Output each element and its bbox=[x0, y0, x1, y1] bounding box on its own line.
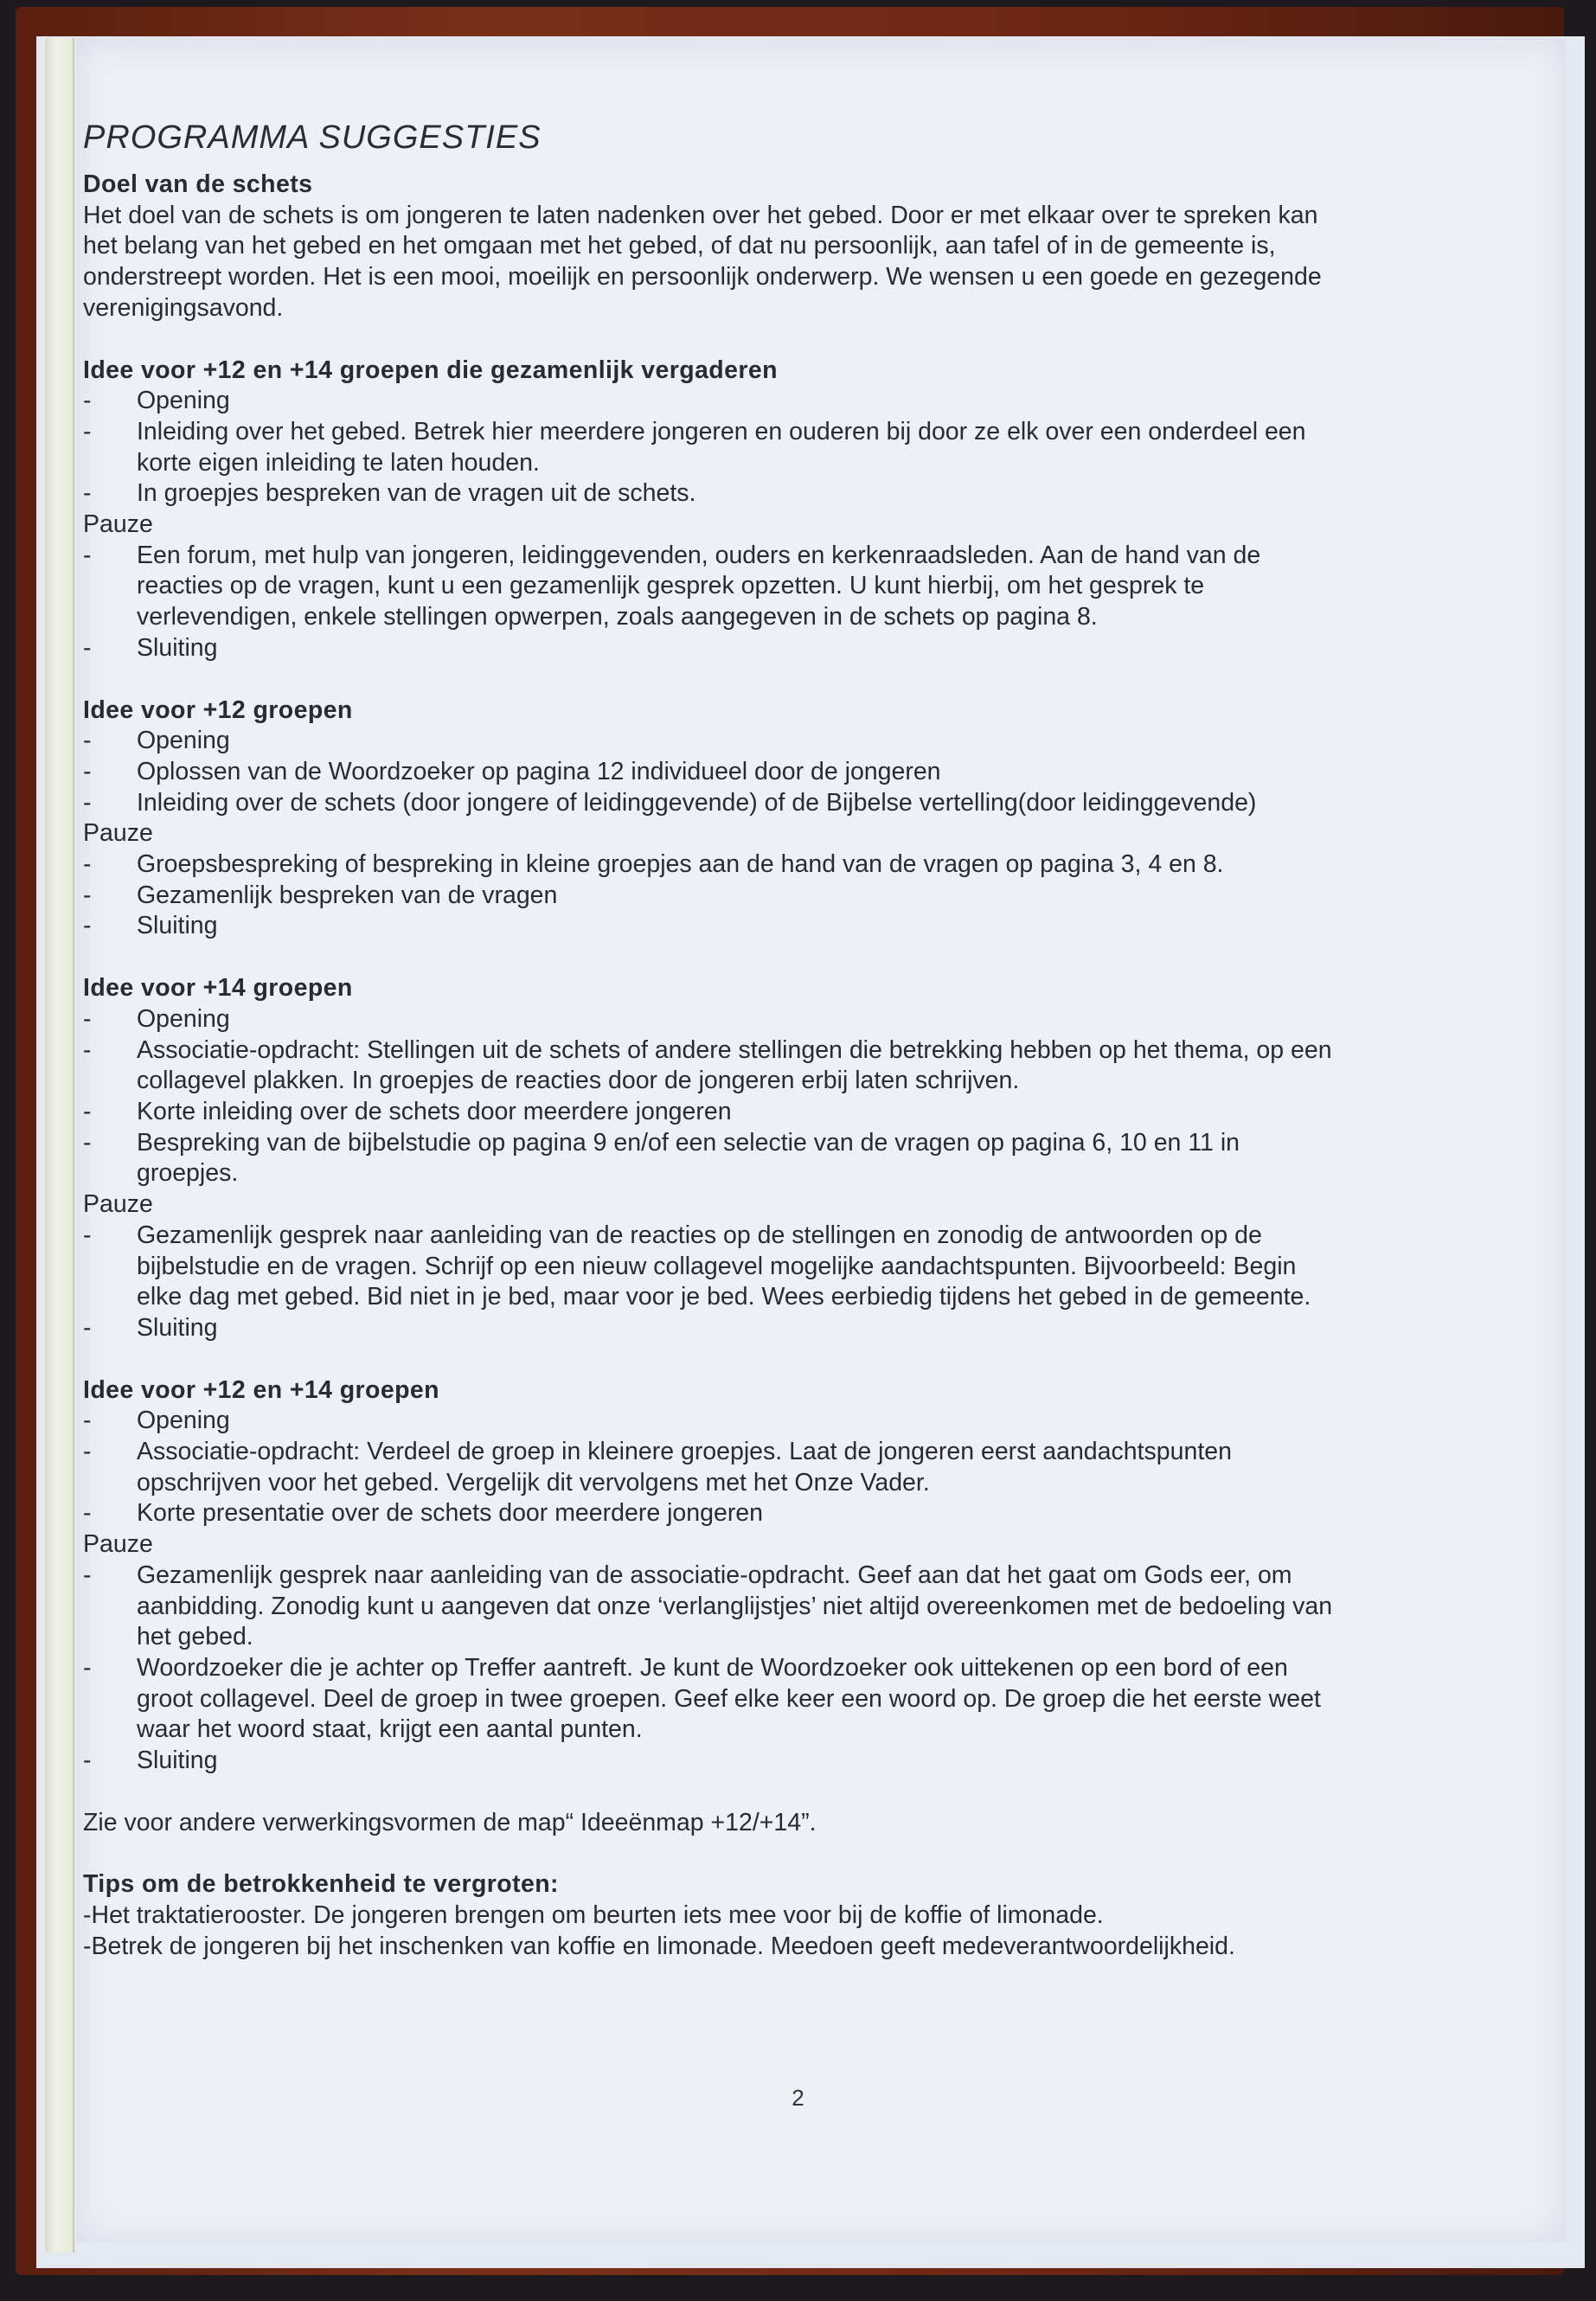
program-step-line: waar het woord staat, krijgt een aantal punten. bbox=[137, 1715, 643, 1744]
program-step bbox=[83, 1097, 1536, 1128]
program-step-line: verlevendigen, enkele stellingen opwerpen, zoals aangegeven in de schets op pagina 8. bbox=[137, 603, 1098, 631]
tips-section bbox=[83, 1869, 1536, 1962]
program-step bbox=[83, 417, 1536, 478]
dash-bullet: - bbox=[83, 727, 92, 755]
section-heading: Idee voor +14 groepen bbox=[83, 974, 353, 1003]
program-step-line: Sluiting bbox=[137, 633, 218, 662]
program-step-line: Groepsbespreking of bespreking in kleine groepjes aan de hand van de vragen op pagina 3, 4 en 8. bbox=[137, 850, 1224, 879]
program-step-line: Sluiting bbox=[137, 1313, 218, 1342]
program-step bbox=[83, 1313, 1536, 1344]
program-step-line: Een forum, met hulp van jongeren, leidinggevenden, ouders en kerkenraadsleden. Aan de hand van de bbox=[137, 541, 1261, 569]
dash-bullet: - bbox=[83, 788, 92, 817]
tip-line: -Het traktatierooster. De jongeren brengen om beurten iets mee voor bij de koffie of limonade. bbox=[83, 1901, 1104, 1930]
program-step bbox=[83, 881, 1536, 912]
program-step bbox=[83, 1128, 1536, 1189]
program-step-line: Opening bbox=[137, 1004, 230, 1033]
dash-bullet: - bbox=[83, 541, 92, 569]
dash-bullet: - bbox=[83, 387, 92, 415]
dash-bullet: - bbox=[83, 1004, 92, 1033]
program-step bbox=[83, 1653, 1536, 1746]
program-step bbox=[83, 633, 1536, 664]
program-step-line: Gezamenlijk gesprek naar aanleiding van de associatie-opdracht. Geef aan dat het gaat om Gods eer, om bbox=[137, 1561, 1292, 1589]
program-step bbox=[83, 726, 1536, 757]
program-step-line: Bespreking van de bijbelstudie op pagina 9 en/of een selectie van de vragen op pagina 6, 10 en 11 in bbox=[137, 1128, 1240, 1157]
dash-bullet: - bbox=[83, 479, 92, 508]
dash-bullet: - bbox=[83, 1407, 92, 1435]
program-section bbox=[83, 973, 1536, 1343]
tips-heading: Tips om de betrokkenheid te vergroten: bbox=[83, 1870, 559, 1899]
program-step-line: aanbidding. Zonodig kunt u aangeven dat onze ‘verlanglijstjes’ niet altijd overeenkomen met de bedoeling van bbox=[137, 1592, 1333, 1620]
dash-bullet: - bbox=[83, 1747, 92, 1775]
tip-line: -Betrek de jongeren bij het inschenken van koffie en limonade. Meedoen geeft medeverantwoordelijkheid. bbox=[83, 1932, 1235, 1960]
program-step-line: Inleiding over de schets (door jongere of leidinggevende) of de Bijbelse vertelling(door leidinggevende) bbox=[137, 788, 1257, 817]
intro-section bbox=[83, 170, 1536, 324]
program-step bbox=[83, 1221, 1536, 1313]
dash-bullet: - bbox=[83, 850, 92, 879]
section-heading: Idee voor +12 groepen bbox=[83, 695, 353, 724]
program-section bbox=[83, 1375, 1536, 1777]
dash-bullet: - bbox=[83, 1653, 92, 1682]
dash-bullet: - bbox=[83, 1313, 92, 1342]
pause-label: Pauze bbox=[83, 819, 153, 848]
program-step bbox=[83, 1746, 1536, 1777]
program-step bbox=[83, 1035, 1536, 1097]
section-heading: Idee voor +12 en +14 groepen die gezamenlijk vergaderen bbox=[83, 356, 778, 384]
dash-bullet: - bbox=[83, 1438, 92, 1466]
program-step-line: elke dag met gebed. Bid niet in je bed, maar voor je bed. Wees eerbiedig tijdens het gebed in de gemeente. bbox=[137, 1283, 1311, 1311]
program-step bbox=[83, 1498, 1536, 1529]
program-step-line: korte eigen inleiding te laten houden. bbox=[137, 448, 540, 477]
program-step-line: Associatie-opdracht: Verdeel de groep in kleinere groepjes. Laat de jongeren eerst aandachtspunten bbox=[137, 1438, 1232, 1466]
reference-note: Zie voor andere verwerkingsvormen de map“ Ideeënmap +12/+14”. bbox=[83, 1808, 817, 1836]
dash-bullet: - bbox=[83, 1561, 92, 1589]
program-step-line: groepjes. bbox=[137, 1159, 239, 1188]
program-step-line: Oplossen van de Woordzoeker op pagina 12 individueel door de jongeren bbox=[137, 757, 941, 785]
program-step bbox=[83, 386, 1536, 417]
pause-label: Pauze bbox=[83, 510, 153, 539]
program-step bbox=[83, 1004, 1536, 1035]
intro-line: het belang van het gebed en het omgaan met het gebed, of dat nu persoonlijk, aan tafel of in de gemeente is, bbox=[83, 232, 1276, 260]
program-section bbox=[83, 695, 1536, 943]
program-step bbox=[83, 849, 1536, 881]
intro-line: verenigingsavond. bbox=[83, 293, 284, 322]
program-step bbox=[83, 478, 1536, 510]
program-step-line: Gezamenlijk gesprek naar aanleiding van de reacties op de stellingen en zonodig de antwoorden op de bbox=[137, 1221, 1262, 1249]
program-step bbox=[83, 1406, 1536, 1437]
intro-heading: Doel van de schets bbox=[83, 170, 313, 198]
program-step-line: Opening bbox=[137, 727, 230, 755]
dash-bullet: - bbox=[83, 417, 92, 445]
program-step-line: Inleiding over het gebed. Betrek hier meerdere jongeren en ouderen bij door ze elk over een onderdeel een bbox=[137, 417, 1306, 445]
dash-bullet: - bbox=[83, 1128, 92, 1157]
dash-bullet: - bbox=[83, 912, 92, 940]
program-step bbox=[83, 1437, 1536, 1498]
dash-bullet: - bbox=[83, 633, 92, 662]
page-number: 2 bbox=[792, 2085, 804, 2111]
dash-bullet: - bbox=[83, 1499, 92, 1528]
pause-label: Pauze bbox=[83, 1530, 153, 1559]
program-sections bbox=[83, 356, 1536, 1777]
program-step-line: het gebed. bbox=[137, 1623, 253, 1651]
program-step bbox=[83, 788, 1536, 819]
dash-bullet: - bbox=[83, 757, 92, 785]
page-spine-strip bbox=[45, 38, 74, 2253]
program-step-line: Opening bbox=[137, 1407, 230, 1435]
program-step bbox=[83, 757, 1536, 788]
section-heading: Idee voor +12 en +14 groepen bbox=[83, 1375, 439, 1404]
program-step-line: Associatie-opdracht: Stellingen uit de schets of andere stellingen die betrekking hebben op het thema, op een bbox=[137, 1035, 1332, 1064]
dash-bullet: - bbox=[83, 881, 92, 909]
program-step bbox=[83, 911, 1536, 942]
program-step-line: In groepjes bespreken van de vragen uit de schets. bbox=[137, 479, 696, 508]
program-step bbox=[83, 541, 1536, 633]
program-step-line: collagevel plakken. In groepjes de reacties door de jongeren erbij laten schrijven. bbox=[137, 1067, 1020, 1095]
program-step-line: Sluiting bbox=[137, 912, 218, 940]
program-step-line: Gezamenlijk bespreken van de vragen bbox=[137, 881, 558, 909]
program-step-line: bijbelstudie en de vragen. Schrijf op een nieuw collagevel mogelijke aandachtspunten. Bijvoorbeeld: Begin bbox=[137, 1252, 1297, 1280]
intro-line: onderstreept worden. Het is een mooi, moeilijk en persoonlijk onderwerp. We wensen u een goede en gezegende bbox=[83, 263, 1322, 292]
program-step bbox=[83, 1561, 1536, 1653]
program-section bbox=[83, 356, 1536, 664]
page-content bbox=[83, 118, 1536, 1963]
dash-bullet: - bbox=[83, 1035, 92, 1064]
program-step-line: groot collagevel. Deel de groep in twee groepen. Geef elke keer een woord op. De groep die het eerste weet bbox=[137, 1684, 1321, 1713]
program-step-line: Korte presentatie over de schets door meerdere jongeren bbox=[137, 1499, 764, 1528]
program-step-line: opschrijven voor het gebed. Vergelijk dit vervolgens met het Onze Vader. bbox=[137, 1468, 930, 1497]
page-title: PROGRAMMA SUGGESTIES bbox=[83, 119, 542, 156]
pause-label: Pauze bbox=[83, 1190, 153, 1219]
program-step-line: Opening bbox=[137, 387, 230, 415]
dash-bullet: - bbox=[83, 1221, 92, 1249]
program-step-line: Korte inleiding over de schets door meerdere jongeren bbox=[137, 1097, 732, 1125]
intro-line: Het doel van de schets is om jongeren te laten nadenken over het gebed. Door er met elkaar over te spreken kan bbox=[83, 201, 1318, 229]
program-step-line: reacties op de vragen, kunt u een gezamenlijk gesprek opzetten. U kunt hierbij, om het gesprek te bbox=[137, 572, 1205, 600]
program-step-line: Woordzoeker die je achter op Treffer aantreft. Je kunt de Woordzoeker ook uittekenen op een bord of een bbox=[137, 1653, 1288, 1682]
program-step-line: Sluiting bbox=[137, 1747, 218, 1775]
dash-bullet: - bbox=[83, 1097, 92, 1125]
